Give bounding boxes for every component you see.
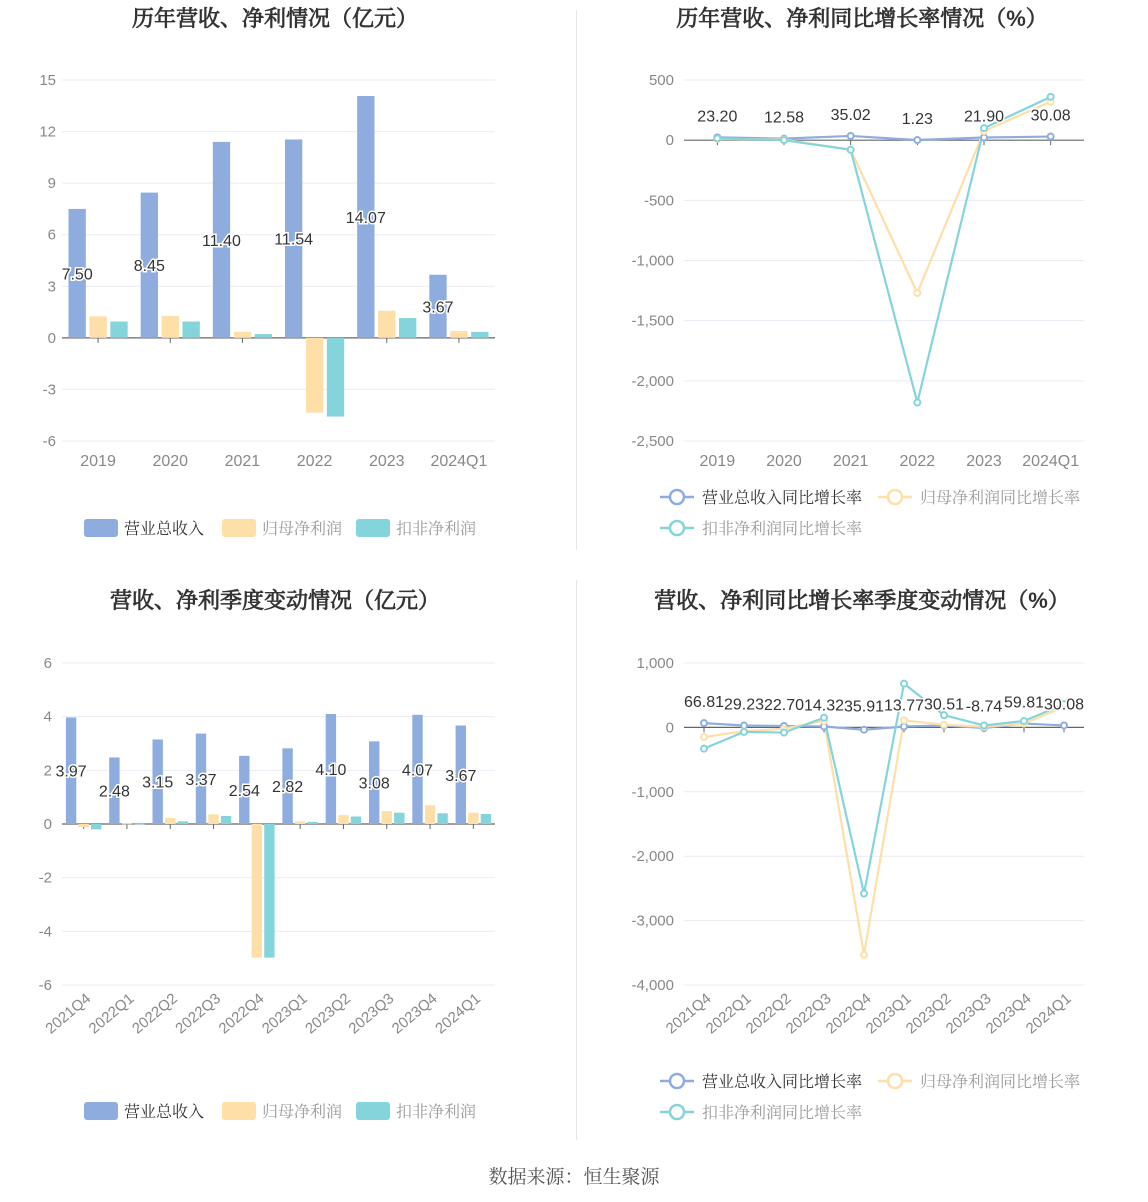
legend-swatch xyxy=(84,519,118,537)
legend-marker xyxy=(888,490,902,504)
bar-2 xyxy=(252,824,262,958)
bar-2 xyxy=(165,818,175,824)
bar-3 xyxy=(264,824,274,958)
y-tick-label: 6 xyxy=(43,655,52,672)
y-tick-label: -500 xyxy=(643,192,674,210)
x-tick-label: 2019 xyxy=(80,453,116,470)
y-tick-label: -4,000 xyxy=(631,977,674,994)
x-tick-label: 2022Q1 xyxy=(85,990,138,1038)
y-tick-label: -3 xyxy=(42,381,56,399)
x-tick-label: 2019 xyxy=(699,453,736,470)
legend-label: 营业总收入 xyxy=(124,521,205,538)
bar-3 xyxy=(308,822,318,824)
data-label: 35.02 xyxy=(830,106,871,124)
x-tick-label: 2024Q1 xyxy=(432,990,484,1038)
x-tick-label: 2022Q3 xyxy=(782,990,835,1038)
series-line-3 xyxy=(717,97,1050,403)
series-point-2 xyxy=(861,952,867,958)
x-tick-label: 2020 xyxy=(766,453,802,470)
legend-label: 归母净利润 xyxy=(262,1104,343,1121)
bar-3 xyxy=(394,813,404,824)
y-tick-label: 2 xyxy=(43,762,52,780)
bar-2 xyxy=(78,824,88,827)
series-point-3 xyxy=(714,135,720,141)
data-label: 3.97 xyxy=(55,763,87,781)
x-tick-label: 2020 xyxy=(152,453,189,470)
data-label: 2.82 xyxy=(272,779,304,797)
data-label: 1.23 xyxy=(901,111,933,129)
chart-title: 历年营收、净利情况（亿元） xyxy=(131,6,419,31)
bar-2 xyxy=(162,316,179,338)
series-point-3 xyxy=(914,399,920,405)
data-label: 30.08 xyxy=(1030,107,1071,125)
bar-3 xyxy=(134,824,144,825)
legend-label: 扣非净利润同比增长率 xyxy=(702,1105,863,1122)
legend-label: 营业总收入 xyxy=(124,1104,205,1121)
y-tick-label: 0 xyxy=(43,816,52,833)
chart-2 xyxy=(576,0,1148,560)
data-label: 13.77 xyxy=(883,697,925,715)
series-point-2 xyxy=(914,290,920,296)
chart-title: 历年营收、净利同比增长率情况（%） xyxy=(676,6,1048,31)
y-tick-label: -4 xyxy=(38,923,52,941)
data-label: 7.50 xyxy=(61,266,93,284)
series-point-1 xyxy=(1061,722,1067,728)
chart-1 xyxy=(0,0,576,560)
series-point-3 xyxy=(821,715,827,721)
x-tick-label: 2024Q1 xyxy=(1022,453,1080,470)
legend-label: 扣非净利润 xyxy=(396,1104,477,1121)
x-tick-label: 2023Q2 xyxy=(302,990,355,1038)
x-tick-label: 2022Q2 xyxy=(128,990,181,1038)
series-point-3 xyxy=(848,147,854,153)
y-tick-label: -2,000 xyxy=(631,848,674,866)
bar-3 xyxy=(481,814,491,824)
series-point-1 xyxy=(861,727,867,733)
bar-3 xyxy=(183,322,200,338)
series-point-2 xyxy=(901,717,907,723)
chart-title: 营收、净利季度变动情况（亿元） xyxy=(109,588,441,613)
bar-2 xyxy=(208,814,218,824)
data-label: -8.74 xyxy=(965,698,1003,716)
legend-label: 归母净利润 xyxy=(262,521,343,538)
y-tick-label: 6 xyxy=(47,226,56,244)
series-point-3 xyxy=(901,681,907,687)
y-tick-label: -1,000 xyxy=(631,783,674,801)
y-tick-label: 0 xyxy=(665,132,674,150)
series-point-3 xyxy=(701,746,707,752)
legend-marker xyxy=(888,1074,902,1088)
legend-label: 扣非净利润同比增长率 xyxy=(702,521,863,538)
bar-2 xyxy=(468,813,478,824)
data-label: 11.40 xyxy=(202,232,241,250)
chart-title: 营收、净利同比增长率季度变动情况（%） xyxy=(654,588,1070,613)
data-label: 2.48 xyxy=(98,783,130,801)
x-tick-label: 2023Q4 xyxy=(982,990,1035,1038)
bar-2 xyxy=(450,331,467,338)
series-point-1 xyxy=(901,724,907,730)
y-tick-label: -3,000 xyxy=(631,912,674,930)
series-point-1 xyxy=(1048,134,1054,140)
x-tick-label: 2021 xyxy=(832,453,869,470)
data-label: 12.58 xyxy=(763,109,805,127)
bar-2 xyxy=(306,338,323,413)
y-tick-label: -1,500 xyxy=(631,312,674,330)
x-tick-label: 2024Q1 xyxy=(1022,990,1075,1038)
x-tick-label: 2023Q4 xyxy=(388,990,441,1038)
bar-2 xyxy=(378,311,395,338)
legend-label: 营业总收入同比增长率 xyxy=(702,490,863,507)
legend-swatch xyxy=(222,1102,256,1120)
legend-swatch xyxy=(84,1102,118,1120)
y-tick-label: -6 xyxy=(42,433,56,450)
series-point-1 xyxy=(914,137,920,143)
series-point-3 xyxy=(981,722,987,728)
bar-2 xyxy=(425,805,435,824)
data-label: 11.54 xyxy=(274,231,314,249)
data-label: 35.91 xyxy=(843,698,885,716)
x-tick-label: 2022Q4 xyxy=(215,990,268,1038)
y-tick-label: 0 xyxy=(47,329,56,347)
data-label: 23.20 xyxy=(697,108,738,126)
series-point-3 xyxy=(1048,94,1054,100)
x-tick-label: 2022 xyxy=(899,453,936,470)
bar-3 xyxy=(110,322,127,338)
series-point-3 xyxy=(981,125,987,131)
bar-2 xyxy=(295,821,305,824)
x-tick-label: 2022Q1 xyxy=(702,990,755,1038)
x-tick-label: 2023Q3 xyxy=(345,990,398,1038)
bar-2 xyxy=(89,316,106,337)
bar-3 xyxy=(221,816,231,824)
x-tick-label: 2021Q4 xyxy=(42,990,95,1038)
y-tick-label: 15 xyxy=(39,72,56,89)
data-label: 14.32 xyxy=(803,697,845,715)
y-tick-label: -6 xyxy=(38,977,52,994)
x-tick-label: 2023 xyxy=(368,453,405,470)
data-label: 4.10 xyxy=(315,761,347,779)
data-label: 30.08 xyxy=(1043,696,1085,714)
bar-3 xyxy=(327,338,344,417)
bar-2 xyxy=(338,815,348,824)
data-label: 22.70 xyxy=(763,696,805,714)
series-point-3 xyxy=(781,137,787,143)
legend-label: 营业总收入同比增长率 xyxy=(702,1074,863,1091)
data-label: 3.37 xyxy=(185,771,217,789)
data-label: 21.90 xyxy=(963,108,1005,126)
x-tick-label: 2021Q4 xyxy=(662,990,715,1038)
data-label: 14.07 xyxy=(345,209,386,227)
x-tick-label: 2022Q4 xyxy=(822,990,875,1038)
series-point-3 xyxy=(1021,718,1027,724)
series-point-1 xyxy=(848,133,854,139)
legend-marker xyxy=(670,1074,684,1088)
bar-3 xyxy=(399,318,416,338)
data-label: 29.23 xyxy=(723,696,765,714)
y-tick-label: -1,000 xyxy=(631,252,674,270)
x-tick-label: 2023Q2 xyxy=(902,990,955,1038)
legend-swatch xyxy=(356,1102,390,1120)
series-point-3 xyxy=(861,891,867,897)
x-tick-label: 2023 xyxy=(966,453,1002,470)
bar-2 xyxy=(234,332,251,338)
legend-label: 扣非净利润 xyxy=(396,521,477,538)
data-label: 4.07 xyxy=(401,762,434,780)
data-label: 59.81 xyxy=(1003,694,1045,712)
chart-3 xyxy=(0,580,576,1140)
x-tick-label: 2022Q3 xyxy=(172,990,225,1038)
data-label: 30.51 xyxy=(923,696,965,714)
legend-marker xyxy=(670,490,684,504)
series-point-2 xyxy=(941,722,947,728)
x-tick-label: 2023Q3 xyxy=(942,990,995,1038)
legend-marker xyxy=(670,521,684,535)
y-tick-label: -2 xyxy=(38,869,52,887)
series-point-1 xyxy=(701,720,707,726)
y-tick-label: -2,500 xyxy=(631,433,674,450)
data-label: 3.67 xyxy=(422,299,454,317)
chart-4 xyxy=(576,580,1148,1140)
legend-marker xyxy=(670,1105,684,1119)
y-tick-label: 4 xyxy=(43,708,52,726)
series-line-2 xyxy=(717,102,1050,293)
bar-3 xyxy=(471,332,488,338)
y-tick-label: 9 xyxy=(47,175,56,193)
y-tick-label: 500 xyxy=(648,72,674,89)
series-point-3 xyxy=(741,729,747,735)
x-tick-label: 2021 xyxy=(224,453,261,470)
bar-2 xyxy=(122,823,132,824)
x-tick-label: 2023Q1 xyxy=(862,990,915,1038)
legend-label: 归母净利润同比增长率 xyxy=(920,1074,1081,1091)
y-tick-label: 12 xyxy=(39,123,56,141)
bar-3 xyxy=(91,824,101,829)
y-tick-label: -2,000 xyxy=(631,372,674,390)
series-point-3 xyxy=(781,730,787,736)
y-tick-label: 1,000 xyxy=(636,655,674,672)
legend-label: 归母净利润同比增长率 xyxy=(920,490,1081,507)
bar-2 xyxy=(382,811,392,824)
data-label: 3.15 xyxy=(142,774,174,792)
data-label: 3.67 xyxy=(445,767,477,785)
bar-3 xyxy=(351,816,361,824)
bar-3 xyxy=(255,334,272,338)
y-tick-label: 0 xyxy=(665,719,674,737)
x-tick-label: 2022Q2 xyxy=(742,990,795,1038)
data-label: 2.54 xyxy=(228,782,260,800)
x-tick-label: 2024Q1 xyxy=(430,453,488,470)
legend-swatch xyxy=(356,519,390,537)
source-footer: 数据来源：恒生聚源 xyxy=(488,1167,660,1188)
data-label: 66.81 xyxy=(683,694,725,712)
series-point-2 xyxy=(701,734,707,740)
y-tick-label: 3 xyxy=(47,278,56,296)
series-point-1 xyxy=(981,135,987,141)
data-label: 3.08 xyxy=(358,775,390,793)
data-label: 8.45 xyxy=(133,258,165,276)
bar-3 xyxy=(178,821,188,824)
series-line-2 xyxy=(704,707,1064,955)
legend-swatch xyxy=(222,519,256,537)
bar-3 xyxy=(437,813,447,824)
x-tick-label: 2023Q1 xyxy=(258,990,311,1038)
x-tick-label: 2022 xyxy=(296,453,333,470)
